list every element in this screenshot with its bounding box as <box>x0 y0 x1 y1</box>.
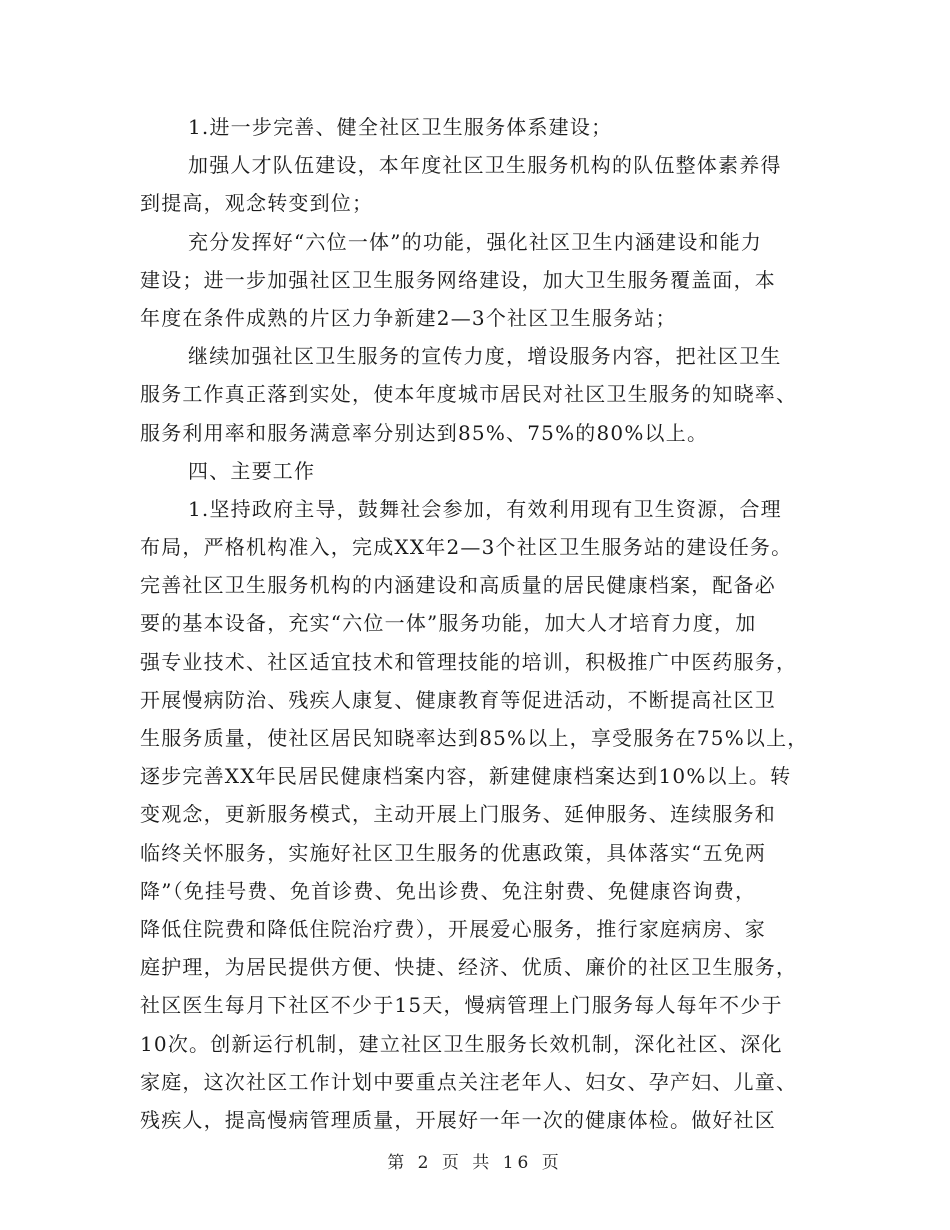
text-line: 加强人才队伍建设，本年度社区卫生服务机构的队伍整体素养得 <box>188 153 782 178</box>
text-line: 社区医生每月下社区不少于15天，慢病管理上门服务每人每年不少于 <box>140 993 783 1018</box>
text-line: 建设；进一步加强社区卫生服务网络建设，加大卫生服务覆盖面，本 <box>140 267 776 292</box>
text-line: 1.进一步完善、健全社区卫生服务体系建设； <box>188 115 613 139</box>
text-line: 开展慢病防治、残疾人康复、健康教育等促进活动，不断提高社区卫 <box>140 687 776 712</box>
text-line: 布局，严格机构准入，完成XX年2—3个社区卫生服务站的建设任务。 <box>140 535 793 560</box>
text-line: 降”（免挂号费、免首诊费、免出诊费、免注射费、免健康咨询费， <box>140 878 757 903</box>
text-line: 残疾人，提高慢病管理质量，开展好一年一次的健康体检。做好社区 <box>140 1107 776 1132</box>
page-number-footer: 第 2 页 共 16 页 <box>387 1153 563 1173</box>
section-heading: 四、主要工作 <box>188 458 316 483</box>
text-line: 10次。创新运行机制，建立社区卫生服务长效机制，深化社区、深化 <box>140 1031 783 1056</box>
text-line: 服务利用率和服务满意率分别达到85%、75%的80%以上。 <box>140 420 709 445</box>
text-line: 1.坚持政府主导，鼓舞社会参加，有效利用现有卫生资源，合理 <box>188 496 782 521</box>
text-line: 继续加强社区卫生服务的宣传力度，增设服务内容，把社区卫生 <box>188 344 782 369</box>
text-line: 充分发挥好“六位一体”的功能，强化社区卫生内涵建设和能力 <box>188 229 763 254</box>
text-line: 生服务质量，使社区居民知晓率达到85%以上，享受服务在75%以上， <box>140 726 809 750</box>
text-line: 降低住院费和降低住院治疗费），开展爱心服务，推行家庭病房、家 <box>140 916 766 941</box>
text-line: 逐步完善XX年民居民健康档案内容，新建健康档案达到10%以上。转 <box>140 764 792 789</box>
text-line: 变观念，更新服务模式，主动开展上门服务、延伸服务、连续服务和 <box>140 802 776 827</box>
text-line: 临终关怀服务，实施好社区卫生服务的优惠政策，具体落实“五免两 <box>140 840 767 865</box>
text-line: 强专业技术、社区适宜技术和管理技能的培训，积极推广中医药服务， <box>140 649 798 674</box>
text-line: 年度在条件成熟的片区力争新建2—3个社区卫生服务站； <box>140 305 677 330</box>
text-line: 服务工作真正落到实处，使本年度城市居民对社区卫生服务的知晓率、 <box>140 382 798 407</box>
document-body <box>140 108 812 1139</box>
text-line: 完善社区卫生服务机构的内涵建设和高质量的居民健康档案，配备必 <box>140 573 776 598</box>
text-line: 庭护理，为居民提供方便、快捷、经济、优质、廉价的社区卫生服务， <box>140 955 798 980</box>
text-line: 到提高，观念转变到位； <box>140 191 374 216</box>
text-line: 家庭，这次社区工作计划中要重点关注老年人、妇女、孕产妇、儿童、 <box>140 1069 798 1094</box>
text-line: 要的基本设备，充实“六位一体”服务功能，加大人才培育力度，加 <box>140 611 757 636</box>
